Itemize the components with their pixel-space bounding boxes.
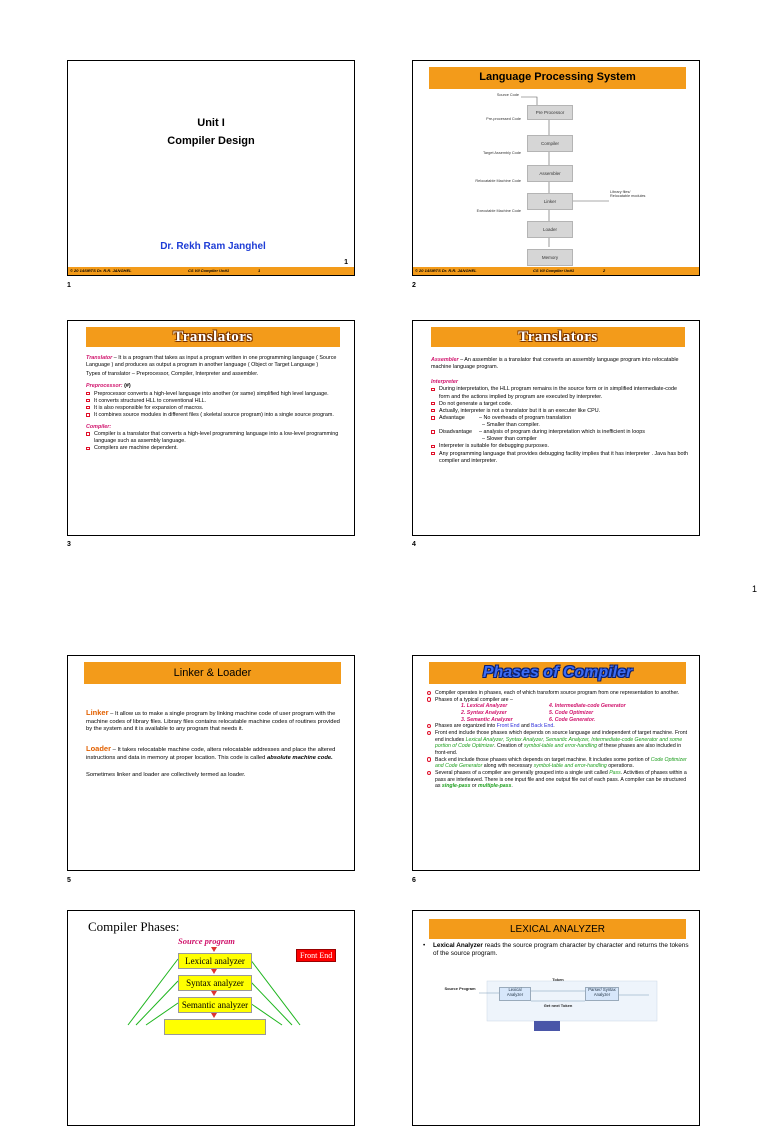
slide-5	[67, 655, 355, 871]
slide-5-number: 5	[67, 877, 71, 884]
slide-1-unit: Unit I	[197, 117, 225, 129]
footer-right: CS VII Compiler Unit1	[188, 268, 230, 273]
connector-line	[250, 959, 300, 1025]
diagram-label-relocatable: Relocatable Machine Code	[475, 179, 521, 183]
slide-2-number: 2	[412, 282, 416, 289]
phases-list	[427, 690, 689, 790]
slide-7-title: Compiler Phases:	[88, 919, 180, 934]
footer-left: © 20 14SIRTS Dr. R.R. JANGHEL	[415, 268, 477, 273]
diagram-label-library: Library files/ Relocatable modules	[610, 190, 646, 199]
interpreter-list	[431, 386, 689, 464]
assembler-definition: Assembler – An assembler is a translator that converts an assembly language program into relocatable machine language program.	[431, 357, 679, 371]
slide-3-body	[86, 355, 344, 453]
phase-semantic-analyzer: Semantic analyzer	[178, 997, 252, 1013]
slide-3-title-bar	[86, 327, 340, 347]
slide-8-title: LEXICAL ANALYZER	[509, 924, 606, 935]
list-item: Interpreter is suitable for debugging purposes.	[431, 443, 689, 450]
diagram-node-compiler: Compiler	[527, 135, 573, 152]
diagram-label-executable: Executable Machine Code	[476, 209, 521, 213]
get-next-token-label: Get next Token	[543, 1003, 573, 1008]
slide-5-title-bar	[84, 662, 341, 684]
interpreter-heading: Interpreter	[431, 379, 458, 386]
list-item: It combines source modules in different files ( skeletal source program) into a single source program.	[86, 412, 344, 419]
footer-page: 2	[603, 268, 606, 273]
diagram-label-source-code: Source Code	[496, 93, 519, 97]
list-item: Phases of a typical compiler are – 1. Lexical Analyzer 4. Intermediate-code Generator 2. Syntax Analyzer 5. Code Optimizer 3. Semantic Analyzer 6. Code Generator.	[427, 697, 689, 724]
translator-types: Types of translator – Preprocessor, Compiler, Interpreter and assembler.	[86, 371, 259, 378]
slide-2-footer	[413, 267, 699, 275]
slide-6-title: Phases of Compiler	[482, 664, 633, 681]
phase-lexical-analyzer: Lexical analyzer	[178, 953, 252, 969]
diagram-label-preprocessed: Pre-processed Code	[486, 117, 521, 121]
compiler-heading: Compiler:	[86, 424, 112, 430]
list-item: During interpretation, the HLL program remains in the source form or in simplified intermediate-code form and the actions implied by program are executed by interpreter.	[431, 386, 689, 400]
footer-left: © 20 14SIRTS Dr. R.R. JANGHEL	[70, 268, 132, 273]
arrow-down-icon	[211, 1013, 217, 1018]
slide-1-number: 1	[67, 282, 71, 289]
slide-5-title: Linker & Loader	[173, 667, 252, 679]
slide-2	[412, 60, 700, 276]
footer-right: CS VII Compiler Unit1	[533, 268, 575, 273]
list-item: Do not generate a target code.	[431, 401, 689, 408]
slide-6	[412, 655, 700, 871]
advantage-item: Advantage – No overheads of program translation – Smaller than compiler.	[431, 415, 689, 429]
preprocessor-list	[86, 391, 344, 420]
phase-syntax-analyzer: Syntax analyzer	[178, 975, 252, 991]
list-item: Back end include those phases which depends on target machine. It includes some portion of Code Optimizer and Code Generator along with necessary symbol-table and error-handling operations.	[427, 757, 689, 770]
slide-7	[67, 910, 355, 1126]
diagram-node-assembler: Assembler	[527, 165, 573, 182]
translator-definition: Translator – It is a program that takes as input a program written in one programming language ( Source Language ) and produces as output a program in another language ( Object or Target Language )	[86, 355, 337, 369]
list-item: It is also responsible for expansion of macros.	[86, 405, 344, 412]
front-end-label: Front End	[296, 949, 336, 962]
slide-1-inner-page: 1	[344, 259, 348, 266]
slide-8	[412, 910, 700, 1126]
list-item: Several phases of a compiler are generally grouped into a single unit called Pass. Activities of phases within a pass are interleaved. There is one input file and one output file out of each pass. A compiler can be structured as single-pass or multiple-pass.	[427, 770, 689, 790]
slide-6-body	[427, 690, 689, 790]
linker-definition: Linker – It allow us to make a single program by linking machine code of user program with the machine codes of library files. Library files contains relocatable machine codes of routines provided by the system and it is available to any program that needs it.	[86, 708, 340, 733]
slide-4-body	[431, 357, 689, 465]
arrow	[521, 97, 537, 105]
compiler-list	[86, 431, 344, 452]
list-item: Phases are organized into Front End and Back End.	[427, 723, 689, 730]
list-item: It converts structured HLL to conventional HLL.	[86, 398, 344, 405]
slide-4-title-bar	[431, 327, 685, 347]
list-item: Actually, interpreter is not a translator but it is an executer like CPU.	[431, 408, 689, 415]
parser-box: Parser/ Syntax Analyzer	[585, 987, 619, 1001]
page-number: 1	[752, 584, 758, 594]
source-program-label: Source program	[178, 936, 235, 946]
symbol-table-icon	[534, 1021, 560, 1031]
slide-3-number: 3	[67, 541, 71, 548]
phase-names: 1. Lexical Analyzer 4. Intermediate-code Generator 2. Syntax Analyzer 5. Code Optimizer 3. Semantic Analyzer 6. Code Generator.	[461, 703, 626, 723]
slide-2-title: Language Processing System	[479, 71, 636, 83]
list-item: Compiler is a translator that converts a high-level programming language into a low-level programming language such as assembly language.	[86, 431, 344, 445]
arrow-down-icon	[211, 947, 217, 952]
diagram-label-target-assembly: Target Assembly Code	[483, 151, 521, 155]
list-item: Any programming language that provides debugging facility implies that it has interpreter . Java has both compiler and interpreter.	[431, 451, 689, 465]
slide-1-author: Dr. Rekh Ram Janghel	[160, 241, 266, 252]
slide-5-body	[86, 708, 344, 782]
slide-4-number: 4	[412, 541, 416, 548]
arrow-down-icon	[211, 991, 217, 996]
disadvantage-item: Disadvantage – analysis of program during interpretation which is inefficient in loops – Slower than compiler	[431, 429, 689, 443]
slide-4-title: Translators	[518, 329, 598, 345]
arrow-down-icon	[211, 969, 217, 974]
slide-4	[412, 320, 700, 536]
diagram-node-preprocessor: Pre Processor	[527, 105, 573, 120]
slide-1-title: Compiler Design	[167, 135, 255, 147]
slide-3	[67, 320, 355, 536]
phase-next-box	[164, 1019, 266, 1035]
footer-page: 1	[258, 268, 261, 273]
token-label: Token	[552, 977, 564, 982]
diagram-node-loader: Loader	[527, 221, 573, 238]
list-item: Front end include those phases which depends on source language and independent of target machine. Front end includes Lexical Analyzer, Syntax Analyzer, Semantic Analyzer, Intermediate-code Generator and some portion of Code Optimizer. Creation of symbol-table and error-handling of these phases are also included in front-end.	[427, 730, 689, 757]
lexical-analyzer-box: Lexical Analyzer	[499, 987, 531, 1001]
slide-6-number: 6	[412, 877, 416, 884]
diagram-node-linker: Linker	[527, 193, 573, 210]
slide-6-title-bar	[429, 662, 686, 684]
list-item: Compilers are machine dependent.	[86, 445, 344, 452]
slide-1-footer	[68, 267, 354, 275]
connector-line	[128, 959, 178, 1025]
preprocessor-heading: Preprocessor: (#)	[86, 383, 131, 390]
source-program-label: Source Program	[444, 986, 476, 991]
loader-definition: Loader – It takes relocatable machine code, alters relocatable addresses and place the altered instructions and data in memory at proper location. This code is called absolute machine code.	[86, 743, 336, 761]
lexical-diagram	[413, 911, 700, 1126]
linker-loader-note: Sometimes linker and loader are collectively termed as loader.	[86, 772, 246, 779]
slide-3-title: Translators	[173, 329, 253, 345]
slide-1	[67, 60, 355, 276]
diagram-node-memory: Memory	[527, 249, 573, 266]
list-item: Preprocessor converts a high-level language into another (or same) simplified high level language.	[86, 391, 344, 398]
list-item: Compiler operates in phases, each of which transform source program from one representation to another.	[427, 690, 689, 697]
lexical-definition: • Lexical Analyzer reads the source program character by character and returns the tokens of the source program.	[423, 942, 689, 958]
